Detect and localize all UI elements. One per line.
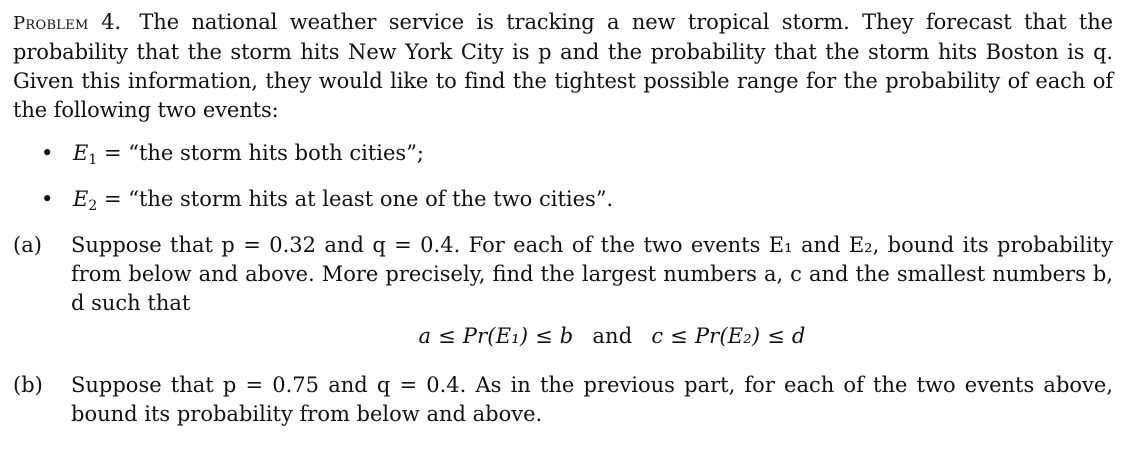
display-inequality <box>71 322 1113 351</box>
problem-text: The national weather service is tracking a new tropical storm. They forecast that the probability that the storm hits New York City is p and the probability that the storm hits Boston is q. Given this information, they would like to find the tightest possible range for the probability of each of the following two events: <box>13 10 1114 122</box>
inequality-right: c ≤ Pr(E₂) ≤ d <box>651 324 806 348</box>
problem-label: Problem <box>13 13 89 34</box>
part-label: (a) <box>13 233 42 257</box>
event-definition: = “the storm hits both cities”; <box>97 141 425 165</box>
problem-number: 4. <box>101 10 121 34</box>
event-symbol: E <box>73 187 89 211</box>
event-subscript: 1 <box>88 152 98 168</box>
event-item-e1 <box>13 139 1113 168</box>
part-text: Suppose that p = 0.75 and q = 0.4. As in the previous part, for each of the two events above, bound its probability from below and above. <box>71 373 1113 426</box>
part-label: (b) <box>13 373 43 397</box>
inequality-conjunction: and <box>592 324 633 348</box>
bullet-icon: • <box>41 187 54 211</box>
event-item-e2 <box>13 185 1113 214</box>
part-b <box>13 371 1113 429</box>
problem-page <box>13 0 1113 429</box>
event-definition: = “the storm hits at least one of the two cities”. <box>97 187 614 211</box>
bullet-icon: • <box>41 141 54 165</box>
problem-parts <box>13 231 1113 429</box>
event-symbol: E <box>73 141 89 165</box>
event-list <box>13 139 1113 214</box>
inequality-left: a ≤ Pr(E₁) ≤ b <box>418 324 574 348</box>
part-a <box>13 231 1113 351</box>
problem-statement <box>13 8 1113 125</box>
event-subscript: 2 <box>88 198 98 214</box>
part-text: Suppose that p = 0.32 and q = 0.4. For each of the two events E₁ and E₂, bound its probability from below and above. More precisely, find the largest numbers a, c and the smallest numbers b, d such that <box>71 233 1113 315</box>
